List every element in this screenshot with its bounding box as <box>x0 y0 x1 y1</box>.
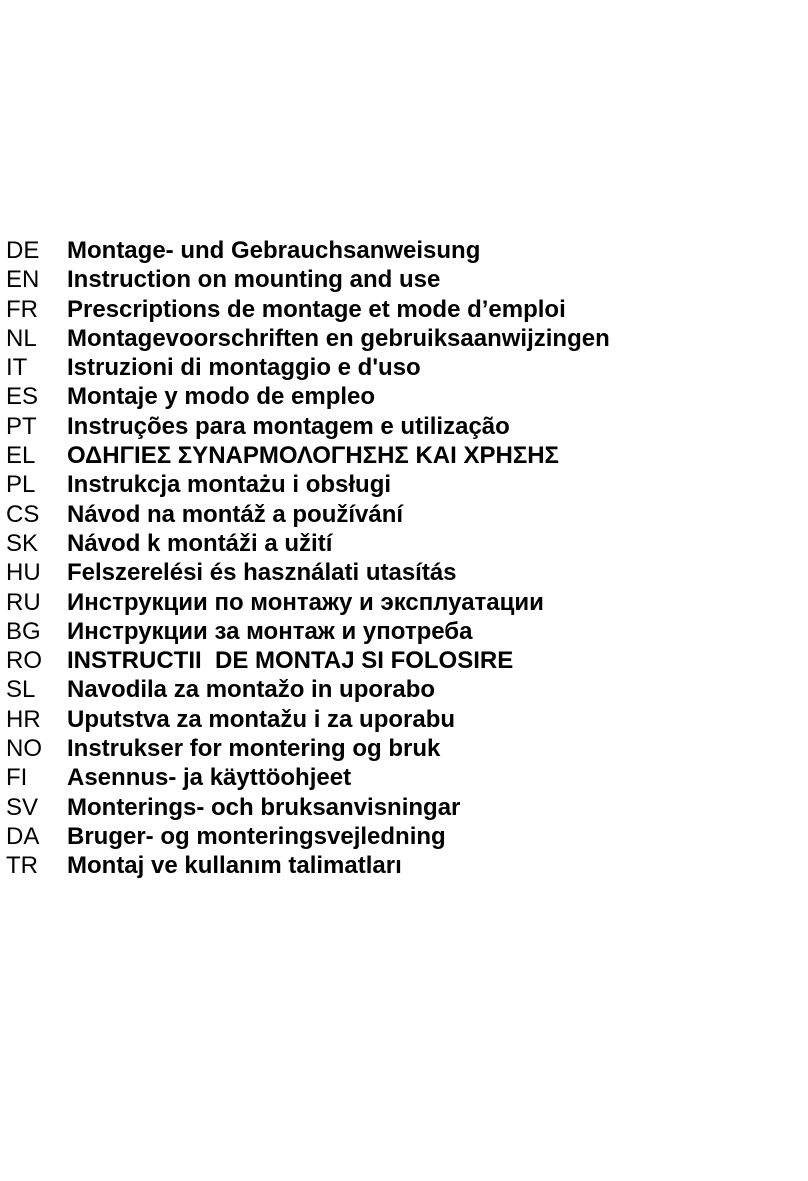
language-row-es <box>6 382 610 411</box>
language-title: Instruction on mounting and use <box>67 266 441 294</box>
language-title: Asennus- ja käyttöohjeet <box>67 764 352 792</box>
language-row-el <box>6 441 610 470</box>
language-title: Návod k montáži a užití <box>67 529 333 557</box>
language-list <box>6 236 610 881</box>
language-code: NL <box>6 324 37 352</box>
language-title: Instrukser for montering og bruk <box>67 735 441 763</box>
language-row-ro <box>6 646 610 675</box>
language-row-tr <box>6 851 610 880</box>
language-code: CS <box>6 500 40 528</box>
language-row-it <box>6 353 610 382</box>
language-row-en <box>6 265 610 294</box>
language-row-da <box>6 822 610 851</box>
language-code: SV <box>6 793 39 821</box>
language-title: Istruzioni di montaggio e d'uso <box>67 354 421 382</box>
language-title: Montaj ve kullanım talimatları <box>67 852 402 880</box>
language-title: Montaje y modo de empleo <box>67 383 376 411</box>
language-code: PL <box>6 471 36 499</box>
language-title: ΟΔΗΓΙΕΣ ΣΥΝΑΡΜΟΛΟΓΗΣΗΣ ΚΑΙ ΧΡΗΣΗΣ <box>67 442 559 470</box>
language-title: Instruções para montagem e utilização <box>67 412 510 440</box>
language-row-sv <box>6 793 610 822</box>
language-code: ES <box>6 383 39 411</box>
language-row-nl <box>6 324 610 353</box>
language-row-no <box>6 734 610 763</box>
language-title: Navodila za montažo in uporabo <box>67 676 436 704</box>
language-title: Bruger- og monteringsvejledning <box>67 822 446 850</box>
language-code: HU <box>6 559 41 587</box>
language-row-hu <box>6 558 610 587</box>
language-title: Prescriptions de montage et mode d’emploi <box>67 295 566 323</box>
language-title: Инструкции за монтаж и употреба <box>67 617 473 645</box>
language-code: DA <box>6 822 40 850</box>
language-row-bg <box>6 617 610 646</box>
language-row-pt <box>6 412 610 441</box>
language-row-sl <box>6 675 610 704</box>
language-row-pl <box>6 470 610 499</box>
language-title: Montage- und Gebrauchsanweisung <box>67 237 481 264</box>
language-row-de <box>6 236 610 265</box>
language-code: HR <box>6 705 41 733</box>
language-row-ru <box>6 588 610 617</box>
language-code: FI <box>6 764 28 792</box>
language-title: INSTRUCTII DE MONTAJ SI FOLOSIRE <box>67 647 514 675</box>
language-code: BG <box>6 617 41 645</box>
language-title: Инструкции по монтажу и эксплуатации <box>67 588 544 616</box>
language-code: EN <box>6 266 40 294</box>
language-title: Uputstva za montažu i za uporabu <box>67 705 456 733</box>
language-code: PT <box>6 412 37 440</box>
language-code: RU <box>6 588 41 616</box>
language-code: RO <box>6 647 42 675</box>
language-title: Instrukcja montażu i obsługi <box>67 471 392 499</box>
language-code: NO <box>6 735 42 763</box>
language-code: SL <box>6 676 36 704</box>
language-row-sk <box>6 529 610 558</box>
language-code: EL <box>6 442 36 470</box>
language-code: TR <box>6 852 38 880</box>
language-row-fr <box>6 295 610 324</box>
language-title: Monterings- och bruksanvisningar <box>67 793 461 821</box>
language-row-hr <box>6 705 610 734</box>
language-code: SK <box>6 529 39 557</box>
language-code: DE <box>6 237 40 264</box>
language-title: Felszerelési és használati utasítás <box>67 559 457 587</box>
language-code: IT <box>6 354 28 382</box>
language-code: FR <box>6 295 38 323</box>
language-title: Montagevoorschriften en gebruiksaanwijzingen <box>67 324 610 352</box>
language-row-fi <box>6 763 610 792</box>
language-row-cs <box>6 500 610 529</box>
language-title: Návod na montáž a používání <box>67 500 404 528</box>
